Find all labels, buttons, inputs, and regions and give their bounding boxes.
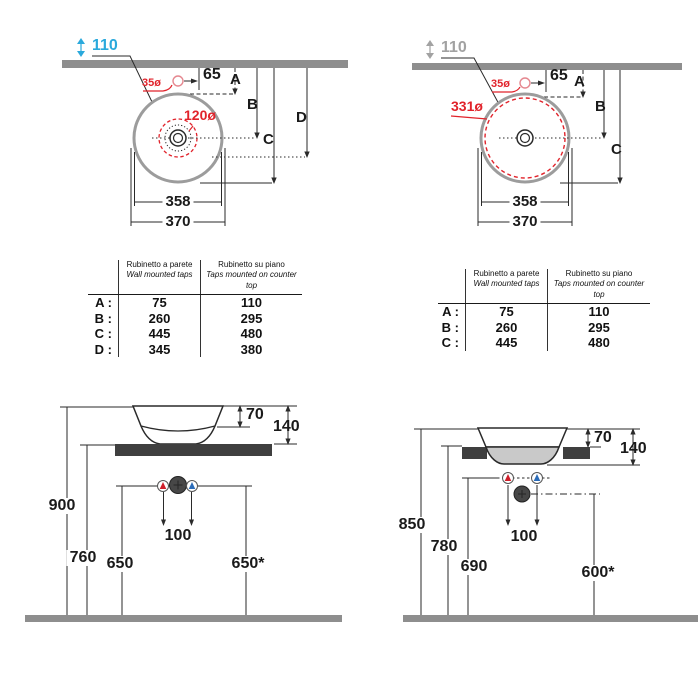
column-subtitle: Taps mounted on counter top bbox=[553, 279, 645, 299]
column-header-counter-taps bbox=[200, 260, 302, 294]
wall-value: 260 bbox=[118, 311, 200, 327]
basin-profile-lower bbox=[486, 447, 559, 464]
column-title: Rubinetto su piano bbox=[565, 269, 633, 278]
supply-height-label: 690 bbox=[458, 559, 491, 575]
wall-value: 75 bbox=[465, 304, 547, 320]
counter-height-label: 760 bbox=[67, 550, 100, 566]
wall-value: 445 bbox=[118, 326, 200, 342]
outer-width-label: 370 bbox=[509, 214, 540, 229]
column-subtitle: Wall mounted taps bbox=[126, 270, 193, 280]
dim-b-label: B bbox=[595, 98, 606, 115]
rim-height-label: 900 bbox=[46, 498, 79, 514]
row-label: A : bbox=[442, 304, 459, 320]
floor-bar bbox=[25, 615, 342, 622]
column-title: Rubinetto a parete bbox=[126, 260, 193, 269]
bottom-right-drawing bbox=[403, 428, 698, 622]
basin-profile-upper bbox=[478, 428, 567, 447]
dim-c-label: C bbox=[263, 131, 274, 148]
wall-value: 260 bbox=[465, 320, 547, 336]
counter-slab-right bbox=[563, 447, 590, 459]
waste-drain-icon bbox=[514, 486, 530, 502]
depth-dim-label: 110 bbox=[92, 37, 118, 54]
depth-dim-label: 110 bbox=[441, 39, 467, 56]
floor-bar bbox=[403, 615, 698, 622]
cold-water-icon bbox=[532, 473, 543, 484]
height-double-arrow-icon bbox=[77, 38, 85, 57]
counter-slab-left bbox=[462, 447, 487, 459]
column-subtitle: Wall mounted taps bbox=[473, 279, 540, 289]
tap-spacing-label: 100 bbox=[164, 527, 192, 544]
tap-position-table-right bbox=[438, 269, 650, 351]
wall-bar bbox=[412, 63, 682, 70]
wall-value: 75 bbox=[118, 295, 200, 311]
counter-value: 480 bbox=[547, 335, 650, 351]
tap-offset-dim-label: 65 bbox=[203, 66, 221, 83]
column-title: Rubinetto su piano bbox=[218, 260, 285, 269]
tap-offset-dim-label: 65 bbox=[550, 67, 568, 84]
counter-value: 380 bbox=[200, 342, 302, 358]
hot-water-icon bbox=[158, 481, 169, 492]
rim-above-counter-label: 70 bbox=[594, 429, 612, 446]
inner-width-label: 358 bbox=[509, 194, 540, 209]
column-header-counter-taps bbox=[547, 269, 650, 303]
basin-height-label: 140 bbox=[620, 440, 647, 457]
column-subtitle: Taps mounted on counter top bbox=[206, 270, 297, 290]
counter-value: 295 bbox=[547, 320, 650, 336]
row-label: C : bbox=[441, 335, 459, 351]
counter-height-label: 780 bbox=[428, 539, 461, 555]
counter-slab bbox=[115, 444, 272, 456]
row-label: A : bbox=[95, 295, 112, 311]
row-label: B : bbox=[441, 319, 459, 335]
counter-value: 295 bbox=[200, 311, 302, 327]
tap-spacing-label: 100 bbox=[510, 528, 538, 545]
inner-width-label: 358 bbox=[162, 194, 193, 209]
top-right-drawing bbox=[412, 40, 682, 226]
tap-hole bbox=[173, 76, 183, 86]
column-title: Rubinetto a parete bbox=[473, 269, 540, 278]
row-label: B : bbox=[94, 310, 112, 326]
row-label: D : bbox=[94, 341, 112, 357]
dim-b-label: B bbox=[247, 96, 258, 113]
rim-above-counter-label: 70 bbox=[246, 406, 264, 423]
height-double-arrow-icon bbox=[426, 40, 434, 59]
drain-height-label: 650* bbox=[229, 556, 268, 572]
basin-profile bbox=[133, 406, 223, 444]
supply-height-label: 650 bbox=[104, 556, 137, 572]
basin-height-label: 140 bbox=[273, 418, 300, 435]
drain-outline bbox=[170, 130, 186, 146]
dim-d-label: D bbox=[296, 109, 307, 126]
tap-hole-dim-label: 35ø bbox=[491, 78, 510, 90]
row-label: C : bbox=[94, 326, 112, 342]
dim-a-label: A bbox=[574, 73, 585, 90]
column-header-wall-taps bbox=[465, 269, 547, 303]
counter-value: 110 bbox=[547, 304, 650, 320]
tap-position-table-left bbox=[88, 260, 302, 357]
cold-water-icon bbox=[187, 481, 198, 492]
basin-diameter-label: 331ø bbox=[451, 98, 483, 114]
dim-c-label: C bbox=[611, 141, 622, 158]
counter-value: 110 bbox=[200, 295, 302, 311]
waste-drain-icon bbox=[170, 477, 187, 494]
tap-hole-dim-label: 35ø bbox=[142, 77, 161, 89]
outer-width-label: 370 bbox=[162, 214, 193, 229]
column-header-wall-taps bbox=[118, 260, 200, 294]
drain-height-label: 600* bbox=[579, 565, 618, 581]
counter-value: 480 bbox=[200, 326, 302, 342]
wall-value: 445 bbox=[465, 335, 547, 351]
rim-height-label: 850 bbox=[396, 517, 429, 533]
dim-a-label: A bbox=[230, 71, 241, 88]
tap-hole bbox=[520, 78, 530, 88]
drain-dim-label: 120ø bbox=[184, 107, 216, 123]
hot-water-icon bbox=[503, 473, 514, 484]
drain-outline bbox=[517, 130, 533, 146]
wall-value: 345 bbox=[118, 342, 200, 358]
